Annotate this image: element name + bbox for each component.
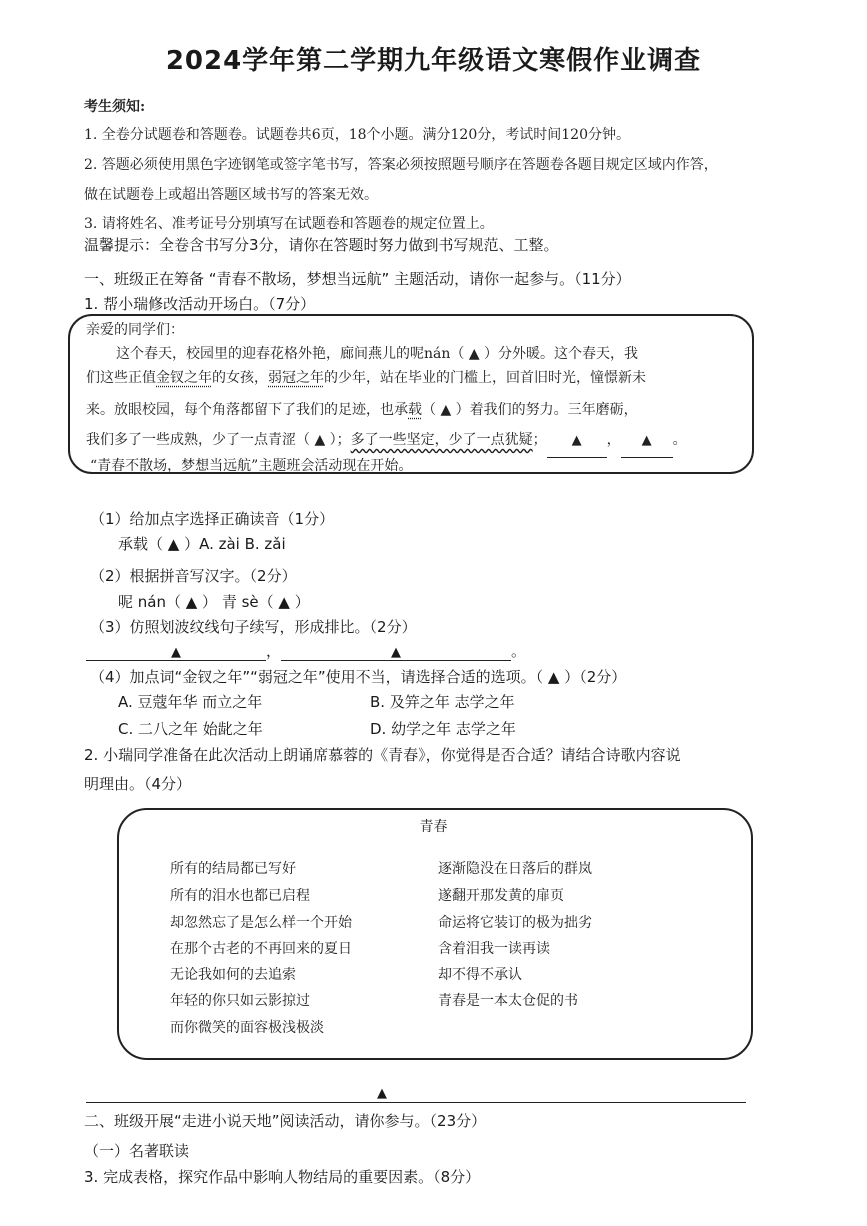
poem-left-line-6: 年轻的你只如云影掠过	[170, 993, 310, 1009]
subquestion-1-options: 承载（ ▲ ）A. zài B. zǎi	[118, 535, 286, 553]
poem-title: 青春	[419, 819, 448, 835]
poem-left-line-5: 无论我如何的去追索	[170, 967, 296, 983]
notice-item-3: 3. 请将姓名、准考证号分别填写在试题卷和答题卷的规定位置上。	[84, 216, 494, 232]
speech-greeting: 亲爱的同学们：	[86, 322, 184, 338]
part-1-heading: （一）名著联读	[84, 1142, 190, 1160]
answer-marker: ▲	[377, 1086, 387, 1101]
notice-item-2-cont: 做在试题卷上或超出答题区域书写的答案无效。	[84, 187, 378, 203]
poem-left-line-7: 而你微笑的面容极浅极淡	[170, 1020, 324, 1036]
question-1: 1. 帮小瑞修改活动开场白。（7分）	[84, 295, 316, 313]
speech-line-2: 们这些正值金钗之年的女孩，弱冠之年的少年，站在毕业的门槛上，回首旧时光，憧憬新未	[86, 370, 646, 386]
subquestion-1: （1）给加点字选择正确读音（1分）	[90, 510, 335, 528]
page-title: 2024学年第二学期九年级语文寒假作业调查	[165, 46, 702, 76]
poem-left-line-1: 所有的结局都已写好	[170, 861, 296, 877]
poem-right-line-3: 命运将它装订的极为拙劣	[438, 915, 592, 931]
question-2: 2. 小瑞同学准备在此次活动上朗诵席慕蓉的《青春》，你觉得是否合适？请结合诗歌内容说	[84, 746, 681, 764]
question-2-cont: 明理由。（4分）	[84, 775, 192, 793]
poem-right-line-4: 含着泪我一读再读	[438, 941, 550, 957]
notice-heading: 考生须知:	[84, 99, 146, 115]
section-2-heading: 二、班级开展“走进小说天地”阅读活动，请你参与。（23分）	[84, 1112, 487, 1130]
option-b: B. 及笄之年 志学之年	[370, 693, 515, 711]
poem-right-line-1: 逐渐隐没在日落后的群岚	[438, 861, 592, 877]
poem-right-line-6: 青春是一本太仓促的书	[438, 993, 578, 1009]
poem-right-line-2: 遂翻开那发黄的扉页	[438, 888, 564, 904]
poem-left-line-4: 在那个古老的不再回来的夏日	[170, 941, 352, 957]
writing-reminder: 温馨提示：全卷含书写分3分，请你在答题时努力做到书写规范、工整。	[84, 236, 559, 254]
speech-line-4: 我们多了一些成熟，少了一点青涩（ ▲ ）；多了一些坚定，少了一点犹疑； ▲ ， ▲ 。	[86, 424, 687, 458]
notice-item-2: 2. 答题必须使用黑色字迹钢笔或签字笔书写，答案必须按照题号顺序在答题卷各题目规定区域内作答，	[84, 157, 718, 173]
subquestion-3-answer-line: ▲ ， ▲ 。	[86, 640, 526, 661]
subquestion-3: （3）仿照划波纹线句子续写，形成排比。（2分）	[90, 618, 417, 636]
poem-left-line-2: 所有的泪水也都已启程	[170, 888, 310, 904]
speech-line-5: “青春不散场，梦想当远航”主题班会活动现在开始。	[90, 458, 413, 474]
subquestion-4: （4）加点词“金钗之年”“弱冠之年”使用不当，请选择合适的选项。（ ▲ ）（2分）	[90, 668, 627, 686]
section-1-heading: 一、班级正在筹备 “青春不散场，梦想当远航” 主题活动，请你一起参与。（11分）	[84, 270, 631, 288]
subquestion-2-blanks: 呢 nán（ ▲ ） 青 sè（ ▲ ）	[118, 593, 310, 611]
answer-line	[86, 1102, 746, 1103]
poem-right-line-5: 却不得不承认	[438, 967, 522, 983]
subquestion-2: （2）根据拼音写汉字。（2分）	[90, 567, 297, 585]
speech-line-1: 这个春天，校园里的迎春花格外艳，廊间燕儿的呢nán（ ▲ ）分外暖。这个春天，我	[116, 346, 639, 362]
option-c: C. 二八之年 始龀之年	[118, 720, 263, 738]
option-a: A. 豆蔻年华 而立之年	[118, 693, 263, 711]
speech-line-3: 来。放眼校园，每个角落都留下了我们的足迹，也承载（ ▲ ）着我们的努力。三年磨砺，	[86, 402, 638, 418]
question-3: 3. 完成表格，探究作品中影响人物结局的重要因素。（8分）	[84, 1168, 481, 1186]
notice-item-1: 1. 全卷分试题卷和答题卷。试题卷共6页，18个小题。满分120分，考试时间120分钟。	[84, 127, 630, 143]
poem-left-line-3: 却忽然忘了是怎么样一个开始	[170, 915, 352, 931]
option-d: D. 幼学之年 志学之年	[370, 720, 516, 738]
